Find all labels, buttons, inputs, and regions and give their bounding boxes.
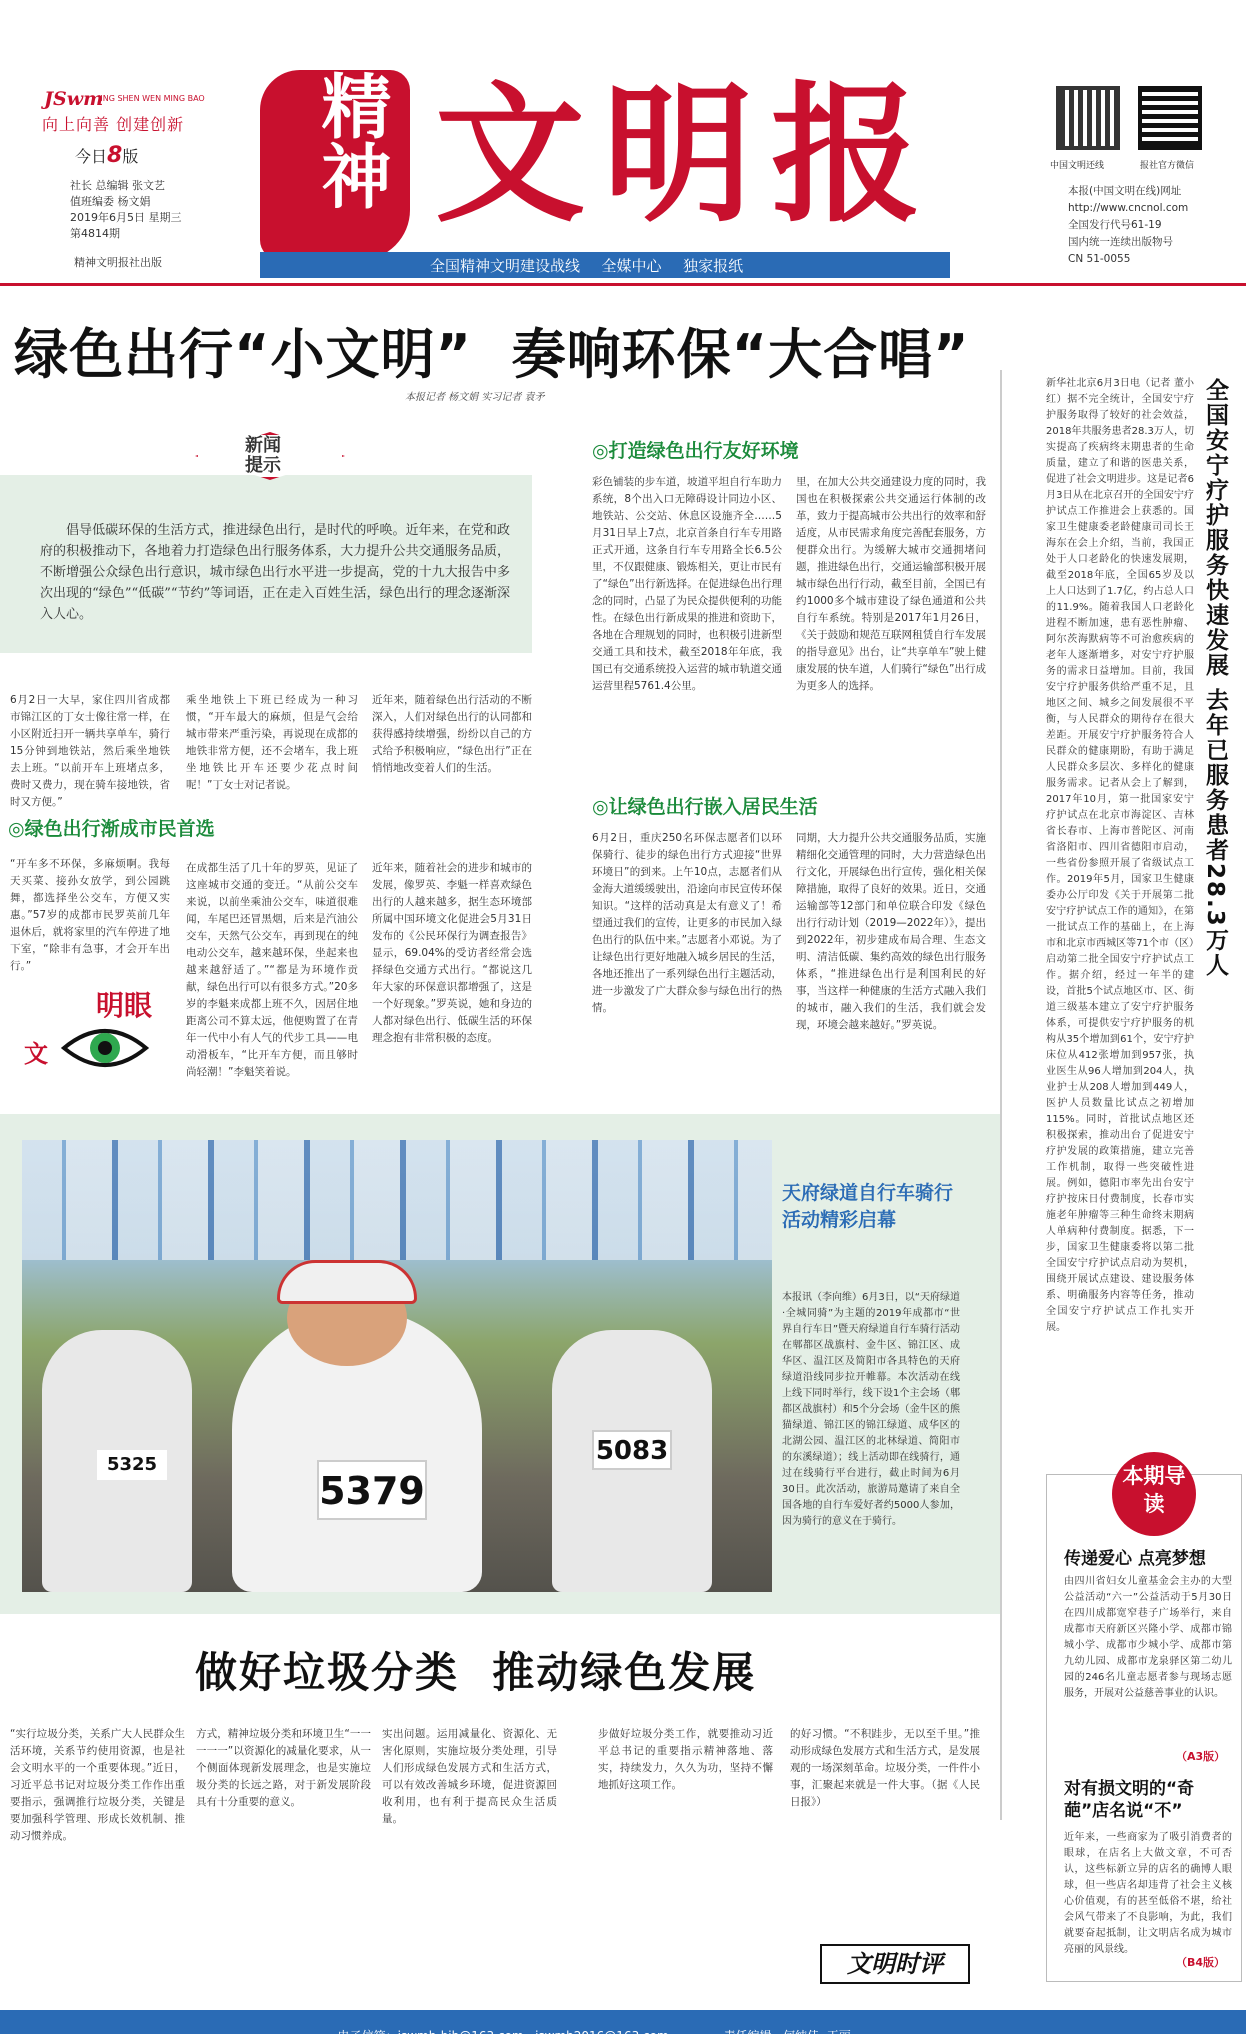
lead-headline: 绿色出行“小文明” 奏响环保“大合唱” xyxy=(14,323,970,386)
sub3-col-2: 同期，大力提升公共交通服务品质，实施精细化交通管理的同时，大力营造绿色出行文化，开展绿色出行宣传，强化相关保障措施，取得了良好的效果。近日，交通运输部等12部门和单位联合印发《绿色出行行动计划（2019—2022年）》，提出到2022年，初步建成布局合理、生态文明、清洁低碳、集约高效的绿色出行服务体系，“推进绿色出行是利国利民的好事，当这样一种健康的生活方式融入我们的城市，融入我们的生活，我们就会发现，环境会越来越好。”罗英说。 xyxy=(796,832,986,1031)
second-col-5: 的好习惯。“不积跬步，无以至千里。”推动形成绿色发展方式和生活方式，是发展观的一场深刻革命。垃圾分类，一件件小事，汇聚起来就是一件大事。（据《人民日报》） xyxy=(790,1728,980,1808)
sub-heading-3: ◎让绿色出行嵌入居民生活 xyxy=(592,796,818,818)
logo-pinyin: JING SHEN WEN MING BAO xyxy=(98,94,205,103)
eye-icon xyxy=(60,1020,150,1076)
photo-headline: 天府绿道自行车骑行活动精彩启幕 xyxy=(782,1182,954,1231)
publisher: 精神文明报社出版 xyxy=(74,256,162,269)
masthead-meta: 社长 总编辑 张文艺 值班编委 杨文娟 2019年6月5日 星期三 第4814期 xyxy=(70,179,182,240)
right-body: 新华社北京6月3日电（记者 董小红）据不完全统计，全国安宁疗护服务取得了较好的社会效益，2018年共服务患者28.3万人，切实提高了疾病终末期患者的生命质量，建立了和谐的医患关系，促进了社会文明进步。这是记者6月3日从在北京召开的全国安宁疗护试点工作推进会上获悉的。国家卫生健康委老龄健康司司长王海东在会上介绍，当前，我国正处于人口老龄化的快速发展期，截至2018年底，全国65岁及以上人口达到了1.7亿，约占总人口的11.9%。随着我国人口老龄化进程不断加速，患有恶性肿瘤、阿尔茨海默病等不可治愈疾病的老年人逐渐增多，对安宁疗护服务的需求日益增加。目前，我国安宁疗护服务供给严重不足，且地区之间、城乡之间发展很不平衡，与人民群众的期待存在很大差距。开展安宁疗护服务符合人民群众的健康期盼，有助于满足人民群众多层次、多样化的健康服务需求。记者从会上了解到，2017年10月，第一批国家安宁疗护试点在北京市海淀区、吉林省长春市、上海市普陀区、河南省洛阳市、四川省德阳市启动，一些省份参照开展了省级试点工作。2019年5月，国家卫生健康委办公厅印发《关于开展第二批安宁疗护试点工作的通知》，在第一批试点工作的基础上，在上海市和北京市西城区等71个市（区）启动第二批全国安宁疗护试点工作。据介绍，经过一年半的建设，首批5个试点地区市、区、街道三级基本建立了安宁疗护服务体系，可提供安宁疗护服务的机构从35个增加到61个，安宁疗护床位从412张增加到957张，执业医生从96人增加到204人，执业护士从208人增加到449人，医护人员数量比试点之初增加115%。同时，首批试点地区还积极探索，推动出台了促进安宁疗护发展的政策措施，建立完善工作机制，取得一些突破性进展。例如，德阳市率先出台安宁疗护按床日付费制度，长春市实施老年肿瘤等三种生命终末期病人单病种付费制度。据悉，下一步，国家卫生健康委将以第二批全国安宁疗护试点启动为契机，围绕开展试点建设、建设服务体系、明确服务内容等任务，推动全国安宁疗护试点工作扎实开展。 xyxy=(1046,378,1194,1333)
logo-mark: JSwm xyxy=(44,88,104,110)
second-headline: 做好垃圾分类 推动绿色发展 xyxy=(195,1648,757,1697)
guide1-title: 传递爱心 点亮梦想 xyxy=(1064,1549,1206,1569)
footer-emails: 电子信箱：jswmb-bjb@163.com jswmb2016@163.com xyxy=(337,2029,669,2043)
slogan: 向上向善 创建创新 xyxy=(42,115,185,134)
lead-col-1: 6月2日一大早，家住四川省成都市锦江区的丁女士像往常一样，在小区附近扫开一辆共享单车，骑行15分钟到地铁站，然后乘坐地铁去上班。“以前开车上班堵点多，费时又费力，现在骑车接地铁，省时又方便。” xyxy=(10,694,170,808)
news-tip-summary: 倡导低碳环保的生活方式，推进绿色出行，是时代的呼唤。近年来，在党和政府的积极推动下，各地着力打造绿色出行服务体系，大力提升公共交通服务品质，不断增强公众绿色出行意识，城市绿色出行水平进一步提高，党的十九大报告中多次出现的“绿色”“低碳”“节约”等词语，正在走入百姓生活，绿色出行的理念逐渐深入人心。 xyxy=(40,523,510,622)
sub2-col-1: 彩色铺装的步车道，坡道平坦自行车助力系统，8个出入口无障碍设计同边小区、地铁站、公交站、休息区设施齐全……5月31日早上7点，北京首条自行车专用路正式开通，这条自行车专用路全长6.5公里，不仅跟健康、锻炼相关，更让市民有了“绿色”出行新选择。在促进绿色出行理念的同时，凸显了为民众提供便利的功能性。在绿色出行新成果的推进和资助下，各地在合理规划的同时，也积极引进新型交通工具和技术，截至2018年年底，我国已有交通系统投入运营的城市轨道交通运营里程5761.4公里。 xyxy=(592,476,782,692)
right-headline: 全国安宁疗护服务快速发展 去年已服务患者28.3万人 xyxy=(1202,378,1228,978)
sub1-col-1: “开车多不环保，多麻烦啊。我每天买菜、接孙女放学，到公园跳舞，都选择坐公交车，方便又实惠。”57岁的成都市民罗英前几年退休后，就将家里的汽车停进了地下室，“除非有急事，才会开车出行。” xyxy=(10,858,170,972)
cycling-photo xyxy=(22,1140,772,1592)
comment-label: 文明时评 xyxy=(820,1944,970,1984)
sub-heading-2: ◎打造绿色出行友好环境 xyxy=(592,440,799,462)
masthead-rule xyxy=(0,283,1246,286)
sub-heading-1: ◎绿色出行渐成市民首选 xyxy=(8,818,215,840)
sub1-col-2: 在成都生活了几十年的罗英，见证了这座城市交通的变迁。“从前公交车来说，以前坐乘油公交车，味道很难闻，车尾巴还冒黑烟，后来是汽油公交车，天然气公交车，再到现在的纯电动公交车，越来越环保，坐起来也越来越舒适了。”“都是为环境作贡献，绿色出行可以有很多方式。”20多岁的李魁来成都上班不久，因居住地距离公司不算太远，他便购置了在青年一代中小有人气的代步工具——电动滑板车，“比开车方便，而且够时尚轻潮！”李魁笑着说。 xyxy=(186,862,358,1078)
right-column-divider xyxy=(1000,370,1002,1820)
bib-number-right: 5083 xyxy=(592,1430,672,1470)
guide2-title: 对有损文明的“奇葩”店名说“不” xyxy=(1064,1779,1195,1821)
bib-number-left: 5325 xyxy=(97,1450,167,1480)
qr-code-left xyxy=(1056,86,1120,150)
guide2-page: （B4版） xyxy=(1176,1956,1226,1969)
column-logo: 明眼 文 xyxy=(20,984,160,1076)
guide-label: 本期导读 xyxy=(1122,1464,1186,1516)
second-col-3: 实出问题。运用减量化、资源化、无害化原则，实施垃圾分类处理，引导人们形成绿色发展方式和生活方式，可以有效改善城乡环境，促进资源回收利用，也有利于提高民众生活质量。 xyxy=(382,1728,557,1825)
news-tip-badge: 新闻 提示 xyxy=(195,432,345,484)
qr-label-left: 中国文明还线 xyxy=(1050,161,1105,171)
qr-code-right xyxy=(1138,86,1202,150)
bib-number-main: 5379 xyxy=(317,1460,427,1520)
footer-editors: 责任编辑 何纯佳 王丽 xyxy=(723,2029,851,2043)
masthead-right-info: 本报(中国文明在线)网址 http://www.cncnol.com 全国发行代号61-19 国内统一连续出版物号 CN 51-0055 xyxy=(1068,185,1189,265)
lead-byline: 本报记者 杨文娟 实习记者 袁矛 xyxy=(405,392,545,403)
masthead xyxy=(0,0,1246,280)
guide2-body: 近年来，一些商家为了吸引消费者的眼球，在店名上大做文章，不可否认，这些标新立异的店名的确博人眼球，但一些店名却违背了社会主义核心价值观，有的甚至低俗不堪，给社会风气带来了不良影响，为此，我们就要奋起抵制，让文明店名成为城市亮丽的风景线。 xyxy=(1064,1832,1232,1955)
banner-text: 全国精神文明建设战线 全媒中心 独家报纸 xyxy=(430,257,744,275)
sub2-col-2: 里，在加大公共交通建设力度的同时，我国也在积极探索公共交通运行体制的改革，致力于提高城市公共出行的效率和舒适度，从市民需求角度完善配套服务，方便群众出行。为缓解大城市交通拥堵问题，推进绿色出行，交通运输部积极开展城市绿色出行行动，截至目前，全国已有约1000多个城市建设了绿色通道和公共自行车系统。特别是2017年1月26日，《关于鼓励和规范互联网租赁自行车发展的指导意见》出台，让“共享单车”驶上健康发展的快车道，人们骑行“绿色”出行成为更多人的选择。 xyxy=(796,476,986,692)
guide1-body: 由四川省妇女儿童基金会主办的大型公益活动“六一”公益活动于5月30日在四川成都宽窄巷子广场举行，来自成都市天府新区兴隆小学、成都市锦城小学、成都市少城小学、成都市第九幼儿园、成都市龙泉驿区第二幼儿园的246名儿童志愿者参与现场志愿服务，开展对公益慈善事业的认识。 xyxy=(1064,1576,1232,1699)
sub1-col-3: 近年来，随着社会的进步和城市的发展，像罗英、李魁一样喜欢绿色出行的人越来越多，据生态环境部所属中国环境文化促进会5月31日发布的《公民环保行为调查报告》显示，69.04%的受访者经常会选择绿色交通方式出行。“都说这几年大家的环保意识都增强了，这是一个好现象。”罗英说，她和身边的人都对绿色出行、低碳生活的环保理念抱有非常积极的态度。 xyxy=(372,862,532,1044)
lead-col-2: 乘坐地铁上下班已经成为一种习惯，“开车最大的麻烦，但是气会给城市带来严重污染，再说现在成都的地铁非常方便，还不会堵车，我上班坐地铁比开车还要少花点时间呢！”丁女士对记者说。 xyxy=(186,694,358,791)
photo-story-body: 本报讯（李向维）6月3日，以“天府绿道·全城同骑”为主题的2019年成都市“世界自行车日”暨天府绿道自行车骑行活动在郫都区战旗村、金牛区、锦江区、成华区、温江区及简阳市各具特色的天府绿道沿线同步拉开帷幕。本次活动在线上线下同时举行，线下设1个主会场（郫都区战旗村）和5个分会场（金牛区的熊猫绿道、锦江区的锦江绿道、成华区的北湖公园、温江区的北林绿道、简阳市的东溪绿道）；线上活动即在线骑行，通过在线骑行平台进行，截止时间为6月30日。此次活动，旅游局邀请了来自全国各地的自行车爱好者约5000人参加，因为骑行的意义在于骑行。 xyxy=(782,1292,960,1527)
second-col-2: 方式，精神垃圾分类和环境卫生“一一一一一”以资源化的减量化要求，从一个侧面体现新发展理念，也是实施垃圾分类的长远之路，对于新发展阶段具有十分重要的意义。 xyxy=(196,1728,371,1808)
qr-label-right: 报社官方微信 xyxy=(1140,161,1195,171)
lead-col-3: 近年来，随着绿色出行活动的不断深入，人们对绿色出行的认同都和获得感持续增强，纷纷以自己的方式给予积极响应，“绿色出行”正在悄悄地改变着人们的生活。 xyxy=(372,694,532,774)
today-pages: 今日8版 xyxy=(75,143,139,168)
title-main: 文明报 xyxy=(435,67,940,243)
title-left: 精神 xyxy=(310,70,393,210)
guide1-page: （A3版） xyxy=(1176,1750,1226,1763)
second-col-1: “实行垃圾分类，关系广大人民群众生活环境，关系节约使用资源，也是社会文明水平的一个重要体现。”近日，习近平总书记对垃圾分类工作作出重要指示，强调推行垃圾分类，关键是要加强科学管理、形成长效机制、推动习惯养成。 xyxy=(10,1728,185,1842)
sub3-col-1: 6月2日，重庆250名环保志愿者们以环保骑行、徒步的绿色出行方式迎接“世界环境日”的到来。上午10点，志愿者们从金海大道缓缓驶出，沿途向市民宣传环保知识。“这样的活动真是太有意义了！希望通过我们的宣传，让更多的市民加入绿色出行的队伍中来。”志愿者小邓说。为了让绿色出行更好地融入城乡居民的生活，各地还推出了一系列绿色出行主题活动，进一步激发了广大群众参与绿色出行的热情。 xyxy=(592,832,782,1014)
second-col-4: 步做好垃圾分类工作，就要推动习近平总书记的重要指示精神落地、落实，持续发力，久久为功，坚持不懈地抓好这项工作。 xyxy=(598,1728,773,1791)
